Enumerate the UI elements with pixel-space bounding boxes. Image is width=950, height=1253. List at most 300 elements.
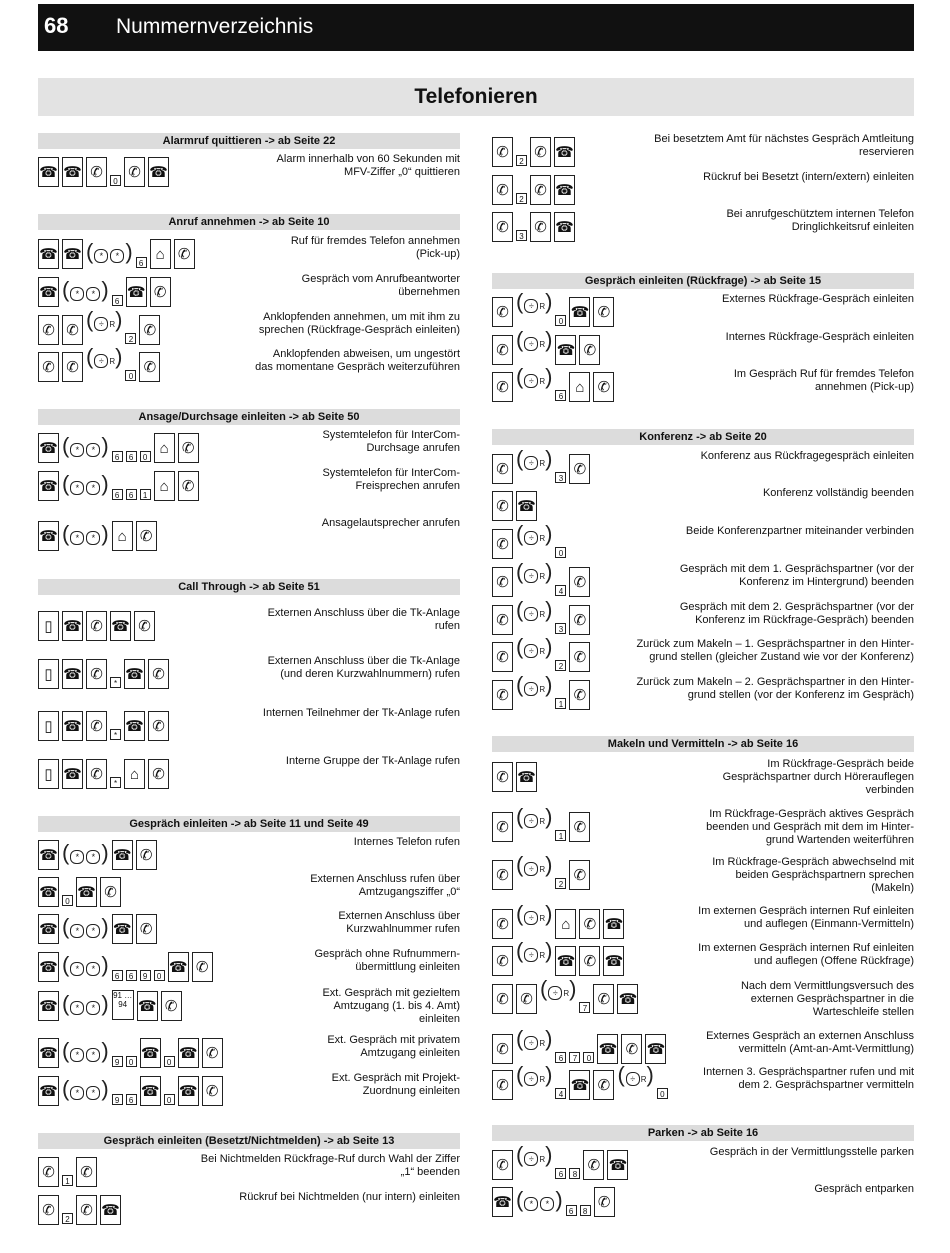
key-sequence [492,327,600,365]
speaking-handset-icon: ✆ [202,1076,223,1106]
key-sequence [492,976,638,1014]
instruction-text: Ruf für fremdes Telefon annehmen (Pick-up) [290,235,460,260]
speaking-handset-icon: ✆ [148,759,169,789]
digit-key-icon: 3 [516,230,527,241]
handset-call-icon: ✆ [530,137,551,167]
key-sequence [38,1153,97,1187]
double-star-key-icon: ( * * ) [62,840,109,865]
instruction-text: Im externen Gespräch internen Ruf einleiten und auflegen (Einmann-Vermitteln) [698,905,914,930]
speaking-handset-icon: ✆ [139,315,160,345]
system-phone-icon: ☎ [124,659,145,689]
key-sequence [38,607,155,641]
handset-call-icon: ✆ [38,1157,59,1187]
instruction-text: Externen Anschluss über die Tk-Anlage (und deren Kurzwahlnummern) rufen [267,655,460,680]
speaking-handset-icon: ✆ [594,1187,615,1217]
speaking-handset-icon: ✆ [492,335,513,365]
instruction-text: Gespräch vom Anrufbeantworter übernehmen [301,273,460,298]
key-sequence [38,344,160,382]
header-title: Nummernverzeichnis [116,15,314,38]
speaking-handset-icon: ✆ [579,335,600,365]
lift-handset-icon: ☎ [38,471,59,501]
key-sequence [38,948,213,982]
double-star-key-icon: ( * * ) [62,433,109,458]
page-title: Telefonieren [38,78,914,116]
hang-up-icon: ☎ [516,762,537,792]
key-sequence [492,521,566,559]
handset-call-icon: ✆ [579,909,600,939]
speaking-handset-icon: ✆ [593,984,614,1014]
recall-r-key-icon: ( ÷ R) [516,634,553,659]
instruction-text: Internes Rückfrage-Gespräch einleiten [725,331,914,343]
speaking-handset-icon: ✆ [136,914,157,944]
instruction-text: Gespräch mit dem 2. Gesprächspartner (vor der Konferenz im Rückfrage-Gespräch) beenden [679,601,914,626]
lift-handset-icon: ☎ [38,1038,59,1068]
key-sequence [38,235,195,269]
handset-call-icon: ✆ [62,352,83,382]
speaking-handset-icon: ✆ [569,812,590,842]
speaking-handset-icon: ✆ [492,491,513,521]
house-phone-icon: ⌂ [154,471,175,501]
key-sequence [38,836,157,870]
digit-key-icon: 6 [112,451,123,462]
key-sequence [492,364,614,402]
key-sequence [492,289,614,327]
speaking-handset-icon: ✆ [492,946,513,976]
lift-handset-icon: ☎ [38,277,59,307]
system-phone-icon: ☎ [62,659,83,689]
speaking-handset-icon: ✆ [38,352,59,382]
digit-key-icon: 6 [555,390,566,401]
key-sequence [492,487,537,521]
speaking-handset-icon: ✆ [136,521,157,551]
system-phone-icon: ☎ [110,611,131,641]
digit-key-icon: 2 [555,878,566,889]
speaking-handset-icon: ✆ [100,877,121,907]
key-sequence [38,467,199,501]
digit-key-icon: 0 [164,1056,175,1067]
speaking-handset-icon: ✆ [492,909,513,939]
recall-r-key-icon: ( ÷ R) [516,597,553,622]
handset-call-icon: ✆ [38,1195,59,1225]
section-heading: Konferenz -> ab Seite 20 [492,429,914,445]
hang-up-icon: ☎ [516,491,537,521]
instruction-text: Im externen Gespräch internen Ruf einleiten und auflegen (Offene Rückfrage) [698,942,914,967]
digit-key-icon: 6 [136,257,147,268]
speaking-handset-icon: ✆ [492,762,513,792]
instruction-text: Anklopfenden annehmen, um mit ihm zu sprechen (Rückfrage-Gespräch einleiten) [258,311,460,336]
digit-key-icon: 9 [140,970,151,981]
system-phone-icon: ☎ [137,991,158,1021]
system-phone-icon: ☎ [597,1034,618,1064]
recall-r-key-icon: ( ÷ R) [516,938,553,963]
instruction-text: Systemtelefon für InterCom- Freisprechen anrufen [322,467,460,492]
instruction-text: Internen 3. Gesprächspartner rufen und mit dem 2. Gesprächspartner vermitteln [703,1066,914,1091]
digit-key-icon: * [110,677,121,688]
speaking-handset-icon: ✆ [76,1157,97,1187]
hang-up-icon: ☎ [554,212,575,242]
speaking-handset-icon: ✆ [492,860,513,890]
recall-r-key-icon: ( ÷ R) [86,307,123,332]
recall-r-key-icon: ( ÷ R) [516,1062,553,1087]
instruction-text: Nach dem Vermittlungsversuch des externen Gesprächspartner in die Warteschleife stellen [740,980,914,1018]
key-sequence [492,852,590,890]
system-phone-icon: ☎ [124,711,145,741]
hang-up-icon: ☎ [645,1034,666,1064]
digit-key-icon: 0 [62,895,73,906]
digit-key-icon: 6 [126,970,137,981]
house-phone-icon: ⌂ [555,909,576,939]
handset-call-icon: ✆ [579,946,600,976]
hang-up-icon: ☎ [554,175,575,205]
section-heading: Gespräch einleiten (Rückfrage) -> ab Seite 15 [492,273,914,289]
key-sequence [492,1183,615,1217]
double-star-key-icon: ( * * ) [62,521,109,546]
double-star-key-icon: ( * * ) [62,277,109,302]
system-phone-icon: ☎ [569,297,590,327]
handset-call-icon: ✆ [76,1195,97,1225]
lift-handset-icon: ☎ [62,157,83,187]
digit-key-icon: 1 [140,489,151,500]
mobile-phone-icon: ▯ [38,659,59,689]
instruction-text: Ext. Gespräch mit gezieltem Amtzugang (1. bis 4. Amt) einleiten [322,987,460,1025]
key-sequence [492,446,590,484]
speaking-handset-icon: ✆ [569,680,590,710]
speaking-handset-icon: ✆ [492,297,513,327]
speaking-handset-icon: ✆ [492,642,513,672]
recall-r-key-icon: ( ÷ R) [516,852,553,877]
key-sequence [492,672,590,710]
digit-key-icon: 8 [569,1168,580,1179]
instruction-text: Interne Gruppe der Tk-Anlage rufen [285,755,460,767]
digit-key-icon: 6 [126,451,137,462]
key-sequence [38,273,171,307]
recall-r-key-icon: ( ÷ R) [516,364,553,389]
handset-call-icon: ✆ [530,175,551,205]
key-sequence [38,1191,121,1225]
key-sequence [492,1026,666,1064]
recall-r-key-icon: ( ÷ R) [516,289,553,314]
digit-key-icon: 1 [555,698,566,709]
recall-r-key-icon: ( ÷ R) [516,446,553,471]
speaking-handset-icon: ✆ [492,372,513,402]
digit-key-icon: 6 [112,295,123,306]
ringing-phone-icon: ☎ [38,157,59,187]
page-number: 68 [44,13,69,38]
digit-key-icon: 0 [555,315,566,326]
digit-key-icon: 3 [555,472,566,483]
mobile-phone-icon: ▯ [38,711,59,741]
key-sequence [492,901,624,939]
speaking-handset-icon: ✆ [136,840,157,870]
lift-handset-icon: ☎ [38,433,59,463]
digit-key-icon: 9 [112,1056,123,1067]
instruction-text: Alarm innerhalb von 60 Sekunden mit MFV-Ziffer „0“ quittieren [276,153,460,178]
handset-call-icon: ✆ [492,212,513,242]
section-heading: Call Through -> ab Seite 51 [38,579,460,595]
recall-r-key-icon: ( ÷ R) [516,901,553,926]
digit-key-icon: 9 [112,1094,123,1105]
hang-up-icon: ☎ [607,1150,628,1180]
instruction-text: Gespräch mit dem 1. Gesprächspartner (vor der Konferenz im Hintergrund) beenden [679,563,914,588]
page-header [38,4,914,51]
speaking-handset-icon: ✆ [492,1150,513,1180]
instruction-text: Im Rückfrage-Gespräch aktives Gespräch beenden und Gespräch mit dem im Hinter- grund Wartenden weiterführen [706,808,914,846]
handset-call-icon: ✆ [86,659,107,689]
instruction-text: Externes Gespräch an externen Anschluss vermitteln (Amt-an-Amt-Vermittlung) [706,1030,914,1055]
digit-key-icon: 4 [555,585,566,596]
digit-key-icon: 2 [62,1213,73,1224]
recall-r-key-icon: ( ÷ R) [516,327,553,352]
instruction-text: Gespräch entparken [814,1183,914,1195]
double-star-key-icon: ( * * ) [62,471,109,496]
hang-up-icon: ☎ [603,909,624,939]
section-heading: Makeln und Vermitteln -> ab Seite 16 [492,736,914,752]
double-star-key-icon: ( * * ) [62,952,109,977]
key-sequence [492,171,575,205]
instruction-text: Ansagelautsprecher anrufen [321,517,460,529]
speaking-handset-icon: ✆ [492,454,513,484]
key-sequence [492,597,590,635]
mobile-phone-icon: ▯ [38,759,59,789]
digit-key-icon: 0 [657,1088,668,1099]
speaking-handset-icon: ✆ [516,984,537,1014]
digit-key-icon: * [110,777,121,788]
digit-key-icon: 0 [555,547,566,558]
speaking-handset-icon: ✆ [569,567,590,597]
instruction-text: Internen Teilnehmer der Tk-Anlage rufen [262,707,460,719]
system-phone-icon: ☎ [168,952,189,982]
house-phone-icon: ⌂ [154,433,175,463]
digit-key-icon: 6 [126,1094,137,1105]
digit-key-icon: 6 [112,489,123,500]
key-sequence [38,429,199,463]
key-sequence [492,938,624,976]
lift-handset-icon: ☎ [492,1187,513,1217]
key-sequence [38,987,182,1021]
key-sequence [38,910,157,944]
speaking-handset-icon: ✆ [593,297,614,327]
recall-r-key-icon: ( ÷ R) [516,804,553,829]
key-sequence [492,758,537,792]
instruction-text: Systemtelefon für InterCom- Durchsage anrufen [322,429,460,454]
key-sequence [492,1142,628,1180]
key-sequence [492,133,575,167]
section-heading: Parken -> ab Seite 16 [492,1125,914,1141]
digit-key-icon: 6 [112,970,123,981]
speaking-handset-icon: ✆ [134,611,155,641]
speaking-handset-icon: ✆ [492,1070,513,1100]
digit-key-icon: 0 [154,970,165,981]
speaking-handset-icon: ✆ [148,711,169,741]
speaking-handset-icon: ✆ [148,659,169,689]
recall-r-key-icon: ( ÷ R) [516,559,553,584]
lift-handset-icon: ☎ [38,991,59,1021]
instruction-text: Konferenz aus Rückfragegespräch einleiten [700,450,914,462]
speaking-handset-icon: ✆ [150,277,171,307]
speaking-handset-icon: ✆ [161,991,182,1021]
recall-r-key-icon: ( ÷ R) [516,672,553,697]
speaking-handset-icon: ✆ [569,860,590,890]
key-sequence [492,634,590,672]
house-phone-icon: ⌂ [112,521,133,551]
recall-r-key-icon: ( ÷ R) [516,1142,553,1167]
instruction-text: Im Rückfrage-Gespräch abwechselnd mit beiden Gesprächspartnern sprechen (Makeln) [712,856,914,894]
instruction-text: Rückruf bei Besetzt (intern/extern) einleiten [703,171,914,183]
digit-key-icon: 0 [583,1052,594,1063]
speaking-handset-icon: ✆ [569,642,590,672]
digit-key-icon: 7 [579,1002,590,1013]
double-star-key-icon: ( * * ) [62,1038,109,1063]
speaking-handset-icon: ✆ [569,605,590,635]
digit-key-icon: 1 [62,1175,73,1186]
instruction-text: Externes Rückfrage-Gespräch einleiten [722,293,914,305]
instruction-text: Rückruf bei Nichtmelden (nur intern) einleiten [239,1191,460,1203]
system-phone-icon: ☎ [62,759,83,789]
key-sequence [492,804,590,842]
digit-key-icon: 3 [555,623,566,634]
digit-key-icon: 0 [126,1056,137,1067]
digit-key-icon: 2 [516,155,527,166]
system-phone-icon: ☎ [178,1038,199,1068]
key-sequence [38,655,169,689]
recall-r-key-icon: ( ÷ R) [86,344,123,369]
handset-call-icon: ✆ [86,759,107,789]
system-phone-icon: ☎ [62,611,83,641]
lift-handset-icon: ☎ [62,239,83,269]
instruction-text: Gespräch ohne Rufnummern- übermittlung einleiten [314,948,460,973]
hang-up-icon: ☎ [617,984,638,1014]
system-phone-icon: ☎ [126,277,147,307]
speaking-handset-icon: ✆ [174,239,195,269]
speaking-handset-icon: ✆ [621,1034,642,1064]
system-phone-icon: ☎ [62,711,83,741]
speaking-handset-icon: ✆ [202,1038,223,1068]
system-phone-icon: ☎ [76,877,97,907]
section-heading: Anruf annehmen -> ab Seite 10 [38,214,460,230]
speaking-handset-icon: ✆ [569,454,590,484]
lift-handset-icon: ☎ [38,521,59,551]
double-star-key-icon: ( * * ) [62,1076,109,1101]
system-phone-icon: ☎ [569,1070,590,1100]
section-heading: Gespräch einleiten (Besetzt/Nichtmelden) -> ab Seite 13 [38,1133,460,1149]
key-sequence [492,208,575,242]
instruction-text: Gespräch in der Vermittlungsstelle parken [709,1146,914,1158]
key-sequence [38,707,169,741]
speaking-handset-icon: ✆ [593,1070,614,1100]
house-phone-icon: ⌂ [150,239,171,269]
key-sequence [38,873,121,907]
speaking-handset-icon: ✆ [38,315,59,345]
digit-key-icon: 7 [569,1052,580,1063]
key-sequence [38,517,157,551]
digit-key-icon: 2 [125,333,136,344]
instruction-text: Beide Konferenzpartner miteinander verbinden [685,525,914,537]
digit-key-icon: 8 [580,1205,591,1216]
key-sequence [492,559,590,597]
digit-key-icon: 0 [164,1094,175,1105]
instruction-text: Anklopfenden abweisen, um ungestört das momentane Gespräch weiterzuführen [255,348,460,373]
instruction-text: Externen Anschluss über die Tk-Anlage rufen [267,607,460,632]
lift-handset-icon: ☎ [38,1076,59,1106]
lift-handset-icon: ☎ [38,952,59,982]
speaking-handset-icon: ✆ [178,433,199,463]
instruction-text: Ext. Gespräch mit privatem Amtzugang einleiten [327,1034,460,1059]
double-star-key-icon: ( * * ) [516,1187,563,1212]
ringing-phone-icon: ☎ [38,239,59,269]
speaking-handset-icon: ✆ [178,471,199,501]
speaking-handset-icon: ✆ [593,372,614,402]
double-star-key-icon: ( * * ) [62,914,109,939]
lift-handset-icon: ☎ [38,914,59,944]
instruction-text: Konferenz vollständig beenden [762,487,914,499]
instruction-text: Im Rückfrage-Gespräch beide Gesprächspartner durch Hörerauflegen verbinden [722,758,914,796]
speaking-handset-icon: ✆ [492,529,513,559]
digit-key-icon: 4 [555,1088,566,1099]
mobile-phone-icon: ▯ [38,611,59,641]
digit-key-icon: 6 [555,1168,566,1179]
section-heading: Gespräch einleiten -> ab Seite 11 und Seite 49 [38,816,460,832]
system-phone-icon: ☎ [112,840,133,870]
speaking-handset-icon: ✆ [492,984,513,1014]
key-sequence [38,755,169,789]
key-sequence [38,1034,223,1068]
system-phone-icon: ☎ [555,946,576,976]
section-heading: Ansage/Durchsage einleiten -> ab Seite 50 [38,409,460,425]
system-phone-icon: ☎ [112,914,133,944]
recall-r-key-icon: ( ÷ R) [540,976,577,1001]
instruction-text: Externen Anschluss rufen über Amtzugangsziffer „0“ [310,873,460,898]
recall-r-key-icon: ( ÷ R) [617,1062,654,1087]
digit-key-icon: 0 [140,451,151,462]
hang-up-icon: ☎ [148,157,169,187]
section-heading: Alarmruf quittieren -> ab Seite 22 [38,133,460,149]
handset-call-icon: ✆ [86,157,107,187]
digit-key-icon: 91 … 94 [112,990,134,1020]
key-sequence [492,1062,668,1100]
instruction-text: Bei besetztem Amt für nächstes Gespräch Amtleitung reservieren [654,133,914,158]
digit-key-icon: 6 [126,489,137,500]
speaking-handset-icon: ✆ [492,812,513,842]
digit-key-icon: 0 [125,370,136,381]
digit-key-icon: 2 [555,660,566,671]
digit-key-icon: * [110,729,121,740]
speaking-handset-icon: ✆ [139,352,160,382]
handset-call-icon: ✆ [86,611,107,641]
double-star-key-icon: ( * * ) [62,991,109,1016]
speaking-handset-icon: ✆ [492,567,513,597]
hang-up-icon: ☎ [603,946,624,976]
instruction-text: Externen Anschluss über Kurzwahlnummer rufen [338,910,460,935]
handset-call-icon: ✆ [530,212,551,242]
digit-key-icon: 1 [555,830,566,841]
digit-key-icon: 6 [566,1205,577,1216]
instruction-text: Zurück zum Makeln – 2. Gesprächspartner in den Hinter- grund stellen (vor der Konferenz im Gespräch) [636,676,914,701]
house-phone-icon: ⌂ [569,372,590,402]
system-phone-icon: ☎ [140,1076,161,1106]
system-phone-icon: ☎ [178,1076,199,1106]
instruction-text: Internes Telefon rufen [353,836,460,848]
recall-r-key-icon: ( ÷ R) [516,1026,553,1051]
digit-key-icon: 6 [555,1052,566,1063]
key-sequence [38,1072,223,1106]
instruction-text: Bei anrufgeschütztem internen Telefon Dringlichkeitsruf einleiten [726,208,914,233]
instruction-text: Ext. Gespräch mit Projekt- Zuordnung einleiten [331,1072,460,1097]
house-phone-icon: ⌂ [124,759,145,789]
speaking-handset-icon: ✆ [192,952,213,982]
recall-r-key-icon: ( ÷ R) [516,521,553,546]
lift-handset-icon: ☎ [38,840,59,870]
speaking-handset-icon: ✆ [492,605,513,635]
